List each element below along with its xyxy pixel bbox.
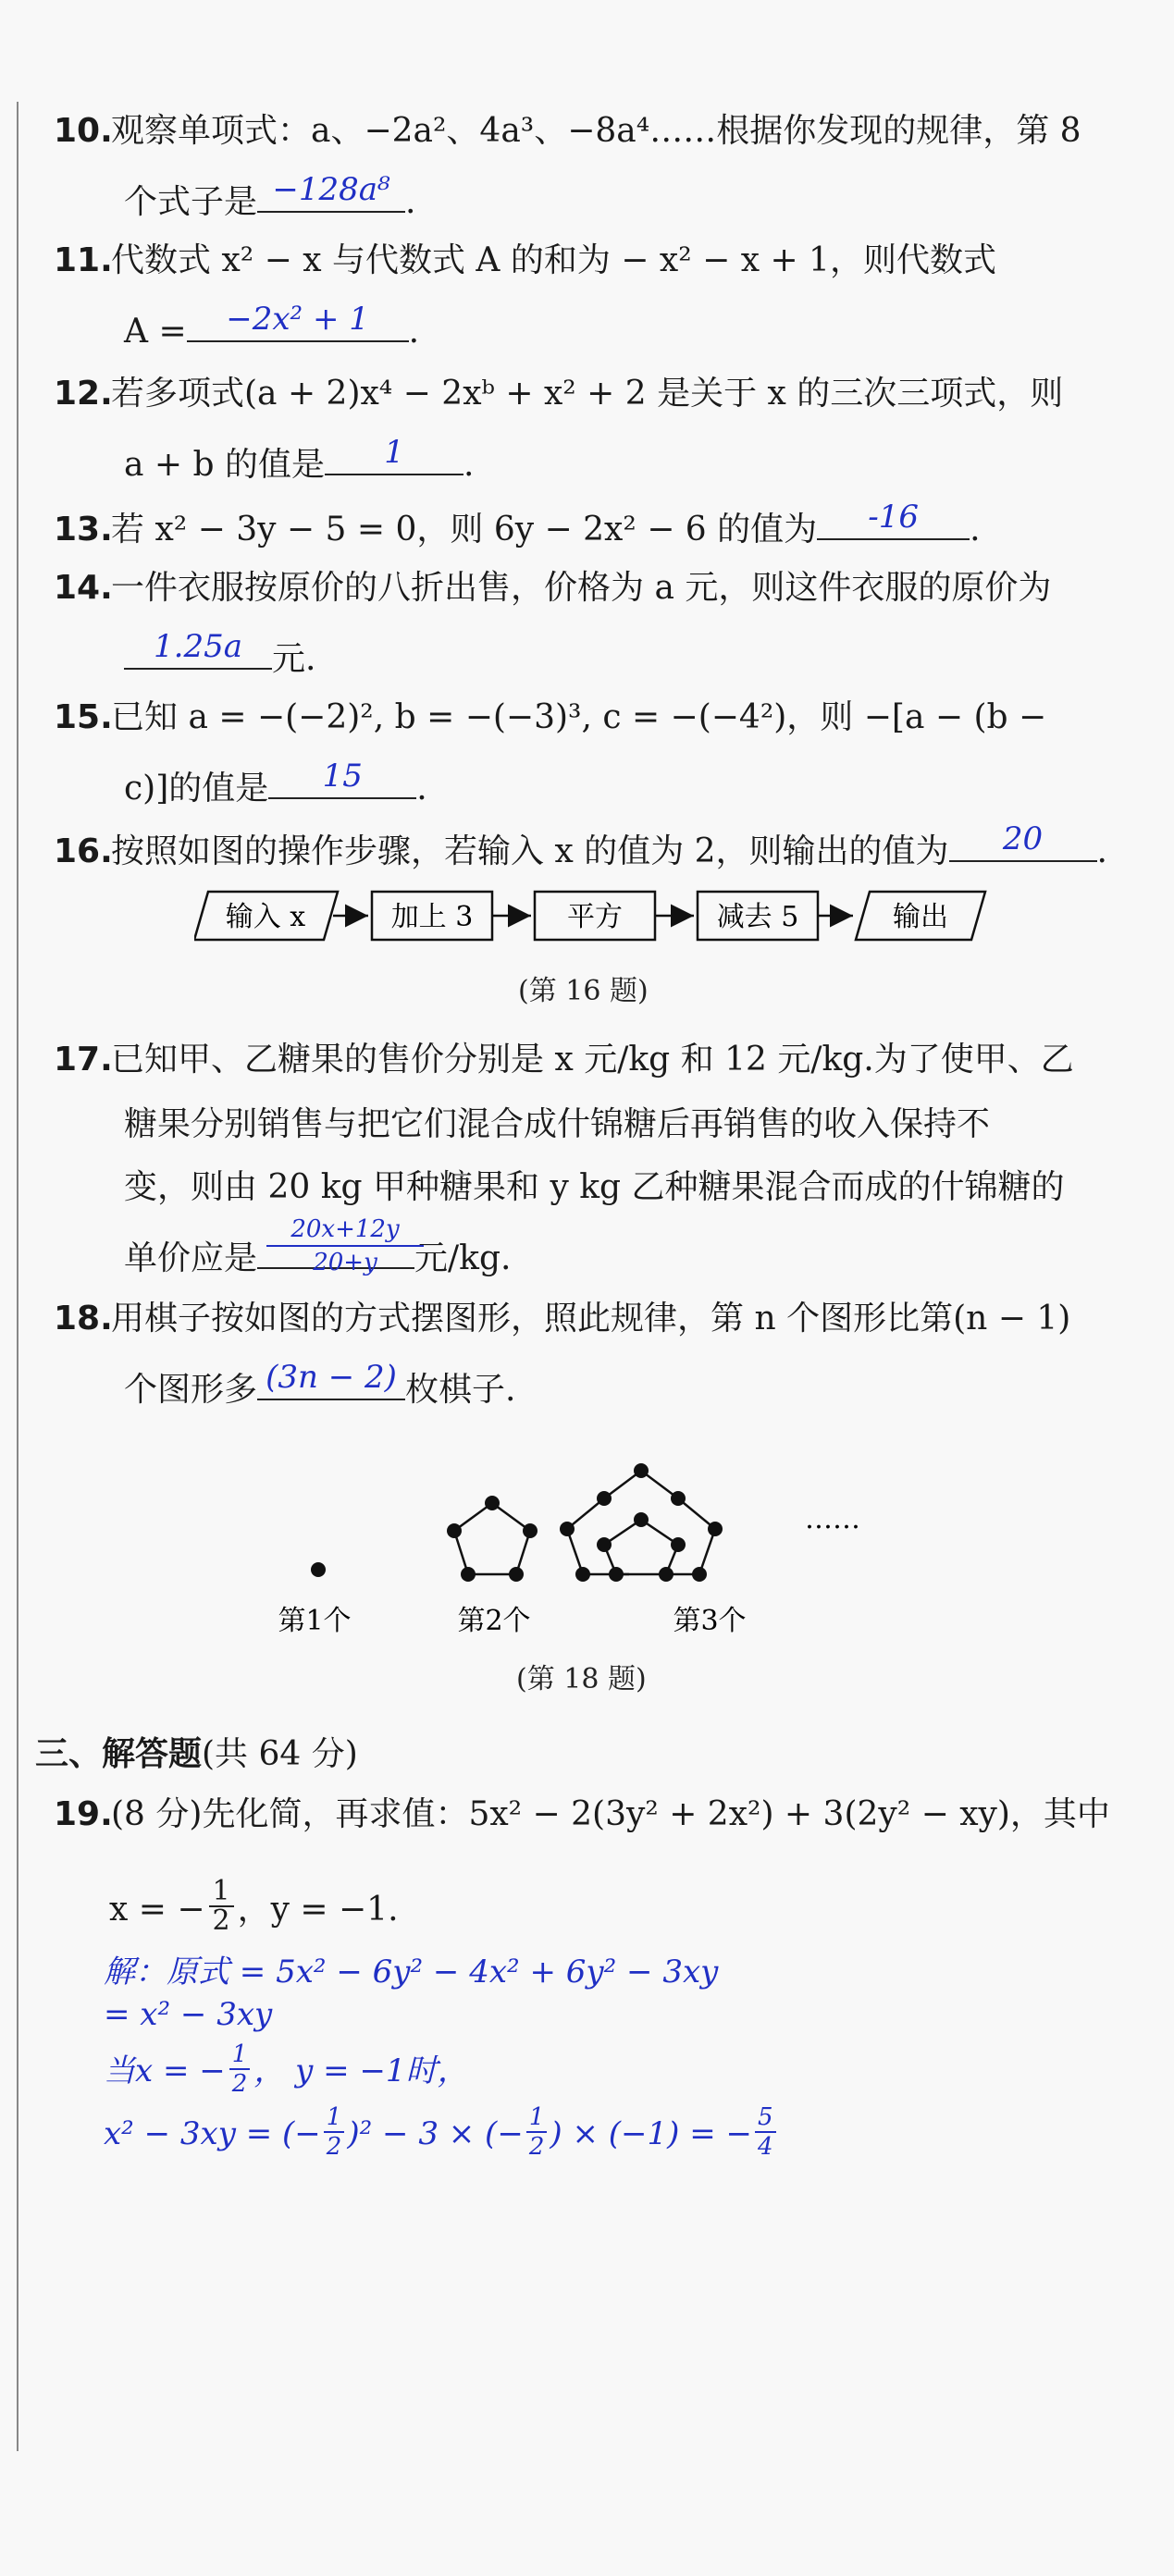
question-10-line2: 个式子是 −128a⁸ . [124, 171, 416, 221]
solution-line-1: 解：原式 = 5x² − 6y² − 4x² + 6y² − 3xy [104, 1954, 719, 1991]
pentagon-2 [454, 1503, 530, 1574]
question-17-line4: 单价应是 元/kg. [124, 1236, 511, 1276]
pentagon-3-pieces [560, 1463, 723, 1582]
answer-denominator: 20+y [313, 1249, 377, 1276]
answer: −2x² + 1 [226, 301, 369, 338]
question-text: 已知 a = −(−2)², b = −(−3)³, c = −(−4²)，则 −[a − (b − [111, 698, 1047, 736]
question-19-line2: x = − $\frac{1}{2}$ ，y = −1. [109, 1875, 399, 1937]
answer-blank [268, 758, 416, 799]
question-text: A = [124, 313, 187, 351]
question-19 [54, 1795, 1110, 1833]
question-18-line2: 个图形多 (3n − 2) 枚棋子. [124, 1359, 516, 1409]
figure-label-3: 第3个 [673, 1605, 747, 1637]
question-14 [54, 569, 1052, 607]
question-text: 若多项式(a + 2)x⁴ − 2xᵇ + x² + 2 是关于 x 的三次三项式，则 [111, 375, 1064, 413]
question-number: 19. [54, 1795, 113, 1833]
answer-fraction [266, 1215, 424, 1276]
section-title: 三、解答题(共 64 分) [35, 1735, 358, 1773]
answer-blank [817, 499, 970, 540]
answer-numerator: 20x+12y [266, 1215, 424, 1247]
page-border [17, 102, 19, 2451]
fraction-result: $\frac{5}{4}$ [755, 2103, 776, 2161]
question-15 [54, 698, 1047, 736]
question-text: a + b 的值是 [124, 446, 326, 484]
question-16: 16.按照如图的操作步骤，若输入 x 的值为 2，则输出的值为 20 . [54, 820, 1107, 870]
question-17-line3: 变，则由 20 kg 甲种糖果和 y kg 乙种糖果混合而成的什锦糖的 [124, 1168, 1065, 1206]
question-17-line2: 糖果分别销售与把它们混合成什锦糖后再销售的收入保持不 [124, 1105, 991, 1143]
figure-18 [259, 1424, 962, 1646]
solution-line-4: x² − 3xy = (− $\frac{1}{2}$ )² − 3 × (− $\frac{1}{2}$ ) × (−1) = − $\frac{5}{4}$ [104, 2107, 779, 2164]
ellipsis: …… [805, 1503, 860, 1535]
question-text: c)]的值是 [124, 770, 269, 807]
question-number: 16. [54, 832, 113, 870]
fraction-half: $\frac{1}{2}$ [526, 2103, 548, 2161]
chess-piece [311, 1562, 326, 1577]
answer: 1 [384, 434, 404, 471]
question-text: 代数式 x² − x 与代数式 A 的和为 − x² − x + 1，则代数式 [111, 241, 996, 279]
question-text: 按照如图的操作步骤，若输入 x 的值为 2，则输出的值为 [111, 832, 949, 870]
fraction-half: $\frac{1}{2}$ [324, 2103, 345, 2161]
question-number: 12. [54, 375, 113, 413]
answer: (3n − 2) [266, 1359, 397, 1396]
flow-step-subtract: 减去 5 [716, 901, 799, 933]
question-15-line2: c)]的值是 15 . [124, 758, 427, 807]
flowchart [194, 888, 999, 943]
question-13: 13.若 x² − 3y − 5 = 0，则 6y − 2x² − 6 的值为 -16 . [54, 499, 981, 548]
answer: −128a⁸ [272, 171, 390, 208]
fraction-half: $\frac{1}{2}$ [229, 2040, 251, 2098]
figure-label-2: 第2个 [457, 1605, 531, 1637]
figure-caption-16: (第 16 题) [518, 975, 649, 1007]
question-number: 15. [54, 698, 113, 736]
flow-step-add: 加上 3 [390, 901, 474, 933]
answer: 15 [322, 758, 363, 795]
figure-label-1: 第1个 [278, 1605, 352, 1637]
question-17 [54, 1043, 1074, 1077]
question-number: 18. [54, 1300, 113, 1337]
flow-step-input: 输入 x [225, 901, 306, 933]
answer: 20 [1002, 820, 1044, 857]
fraction-half: $\frac{1}{2}$ [209, 1878, 234, 1935]
question-text: 用棋子按如图的方式摆图形，照此规律，第 n 个图形比第(n − 1) [111, 1300, 1071, 1337]
question-12-line2: a + b 的值是 1 . [124, 434, 475, 484]
question-14-line2: 1.25a 元. [124, 636, 315, 676]
question-number: 10. [54, 112, 113, 150]
question-18 [54, 1302, 1070, 1336]
question-10 [54, 112, 1081, 150]
question-12 [54, 377, 1063, 411]
flow-step-output: 输出 [893, 901, 948, 933]
question-text: 观察单项式：a、−2a²、4a³、−8a⁴……根据你发现的规律，第 8 [111, 112, 1081, 150]
solution-line-3: 当x = − $\frac{1}{2}$ ， y = −1时， [104, 2040, 469, 2098]
question-number: 14. [54, 569, 113, 607]
question-number: 13. [54, 511, 113, 548]
question-text: 已知甲、乙糖果的售价分别是 x 元/kg 和 12 元/kg.为了使甲、乙 [111, 1041, 1074, 1078]
question-text: 一件衣服按原价的八折出售，价格为 a 元，则这件衣服的原价为 [111, 569, 1052, 607]
question-text: 个式子是 [124, 183, 258, 221]
answer: -16 [868, 499, 920, 536]
answer-blank [325, 434, 463, 475]
answer-blank [257, 1359, 405, 1400]
figure-caption-18: (第 18 题) [516, 1663, 647, 1695]
answer: 1.25a [154, 628, 242, 665]
question-number: 17. [54, 1041, 113, 1078]
pentagon-2-pieces [447, 1496, 538, 1582]
answer-blank [257, 171, 405, 213]
answer-blank [949, 820, 1097, 862]
question-11-line2: A = −2x² + 1 . [124, 301, 420, 351]
question-text: (8 分)先化简，再求值：5x² − 2(3y² + 2x²) + 3(2y² − xy)，其中 [111, 1795, 1110, 1833]
question-number: 11. [54, 241, 113, 279]
solution-line-2: = x² − 3xy [104, 1996, 273, 2033]
question-text: 若 x² − 3y − 5 = 0，则 6y − 2x² − 6 的值为 [111, 511, 818, 548]
question-11 [54, 241, 996, 279]
flow-step-square: 平方 [567, 901, 623, 933]
